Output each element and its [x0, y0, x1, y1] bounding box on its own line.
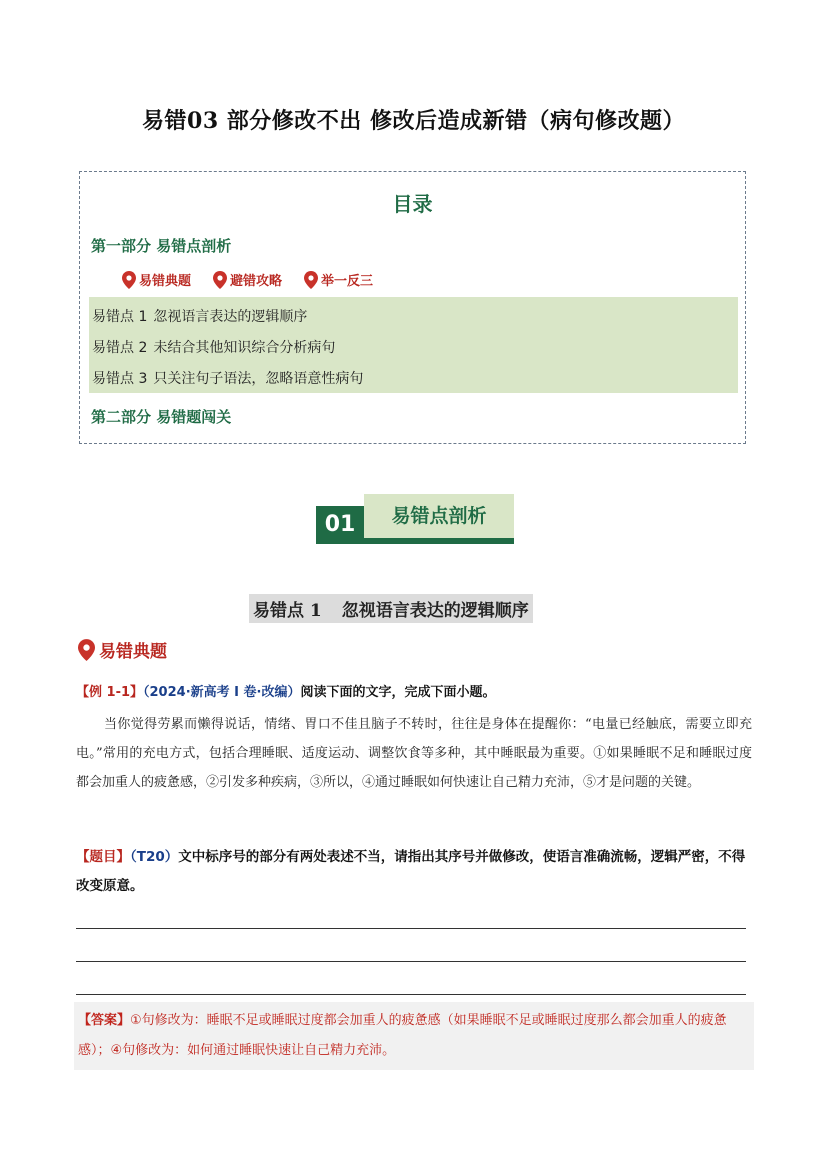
toc-item-1[interactable] [89, 302, 738, 333]
section-banner [316, 494, 516, 544]
table-of-contents [79, 171, 746, 444]
answer-line[interactable] [76, 994, 746, 995]
toc-heading: 目录 [392, 192, 433, 216]
sub-heading-label: 易错典题 [99, 642, 167, 662]
example-instruction: 阅读下面的文字，完成下面小题。 [300, 685, 496, 700]
toc-part-1[interactable]: 第一部分 易错点剖析 [91, 237, 232, 255]
example-label: 【例 1-1】 [76, 685, 144, 700]
toc-tag-label: 避错攻略 [230, 274, 283, 289]
example-header [76, 681, 495, 700]
toc-item-text: 只关注句子语法，忽略语意性病句 [153, 371, 364, 387]
answer-box [74, 1002, 754, 1070]
toc-tag-strategy[interactable] [213, 270, 282, 289]
location-pin-icon [78, 639, 95, 661]
reading-passage: 当你觉得劳累而懒得说话，情绪、胃口不佳且脑子不转时，往往是身体在提醒你：“电量已经触底，需要立即充电。”常用的充电方式，包括合理睡眠、适度运动、调整饮食等多种，其中睡眠最为重要。①如果睡眠不足和睡眠过度都会加重人的疲惫感，②引发多种疾病，③所以，④通过睡眠如何快速让自己精力充沛，⑤才是问题的关键。 [76, 717, 752, 790]
toc-item-number: 易错点 3 [92, 371, 148, 387]
location-pin-icon [213, 271, 227, 289]
toc-item-2[interactable] [89, 333, 738, 364]
answer-line[interactable] [76, 961, 746, 962]
toc-items [89, 297, 738, 393]
toc-tag-practice[interactable] [304, 270, 373, 289]
error-point-title: 忽视语言表达的逻辑顺序 [341, 601, 529, 621]
section-number: 01 [316, 506, 364, 544]
answer-line[interactable] [76, 928, 746, 929]
question-label: 【题目】 [76, 849, 130, 865]
toc-item-text: 忽视语言表达的逻辑顺序 [153, 309, 308, 325]
location-pin-icon [304, 271, 318, 289]
error-point-number: 易错点 1 [253, 601, 322, 621]
toc-tag-label: 举一反三 [321, 274, 374, 289]
location-pin-icon [122, 271, 136, 289]
sub-heading [78, 637, 167, 662]
toc-item-number: 易错点 2 [92, 340, 148, 356]
toc-tag-typical[interactable] [122, 270, 191, 289]
toc-part-2[interactable]: 第二部分 易错题闯关 [91, 408, 232, 426]
toc-tags [122, 270, 373, 289]
answer-label: 【答案】 [78, 1013, 131, 1028]
error-point-heading [249, 594, 533, 623]
question [76, 843, 756, 901]
toc-item-number: 易错点 1 [92, 309, 148, 325]
question-number: （T20） [130, 849, 179, 865]
section-label: 易错点剖析 [364, 494, 514, 544]
toc-tag-label: 易错典题 [139, 274, 192, 289]
toc-item-3[interactable] [89, 364, 738, 395]
question-text: 文中标序号的部分有两处表述不当，请指出其序号并做修改，使语言准确流畅，逻辑严密，不得改变原意。 [76, 849, 746, 894]
document-title: 易错03 部分修改不出 修改后造成新错（病句修改题） [142, 108, 685, 134]
example-source: （2024·新高考 I 卷·改编） [143, 685, 301, 700]
answer-text: ①句修改为：睡眠不足或睡眠过度都会加重人的疲惫感（如果睡眠不足或睡眠过度那么都会加重人的疲惫感）；④句修改为：如何通过睡眠快速让自己精力充沛。 [78, 1013, 727, 1058]
toc-item-text: 未结合其他知识综合分析病句 [153, 340, 336, 356]
